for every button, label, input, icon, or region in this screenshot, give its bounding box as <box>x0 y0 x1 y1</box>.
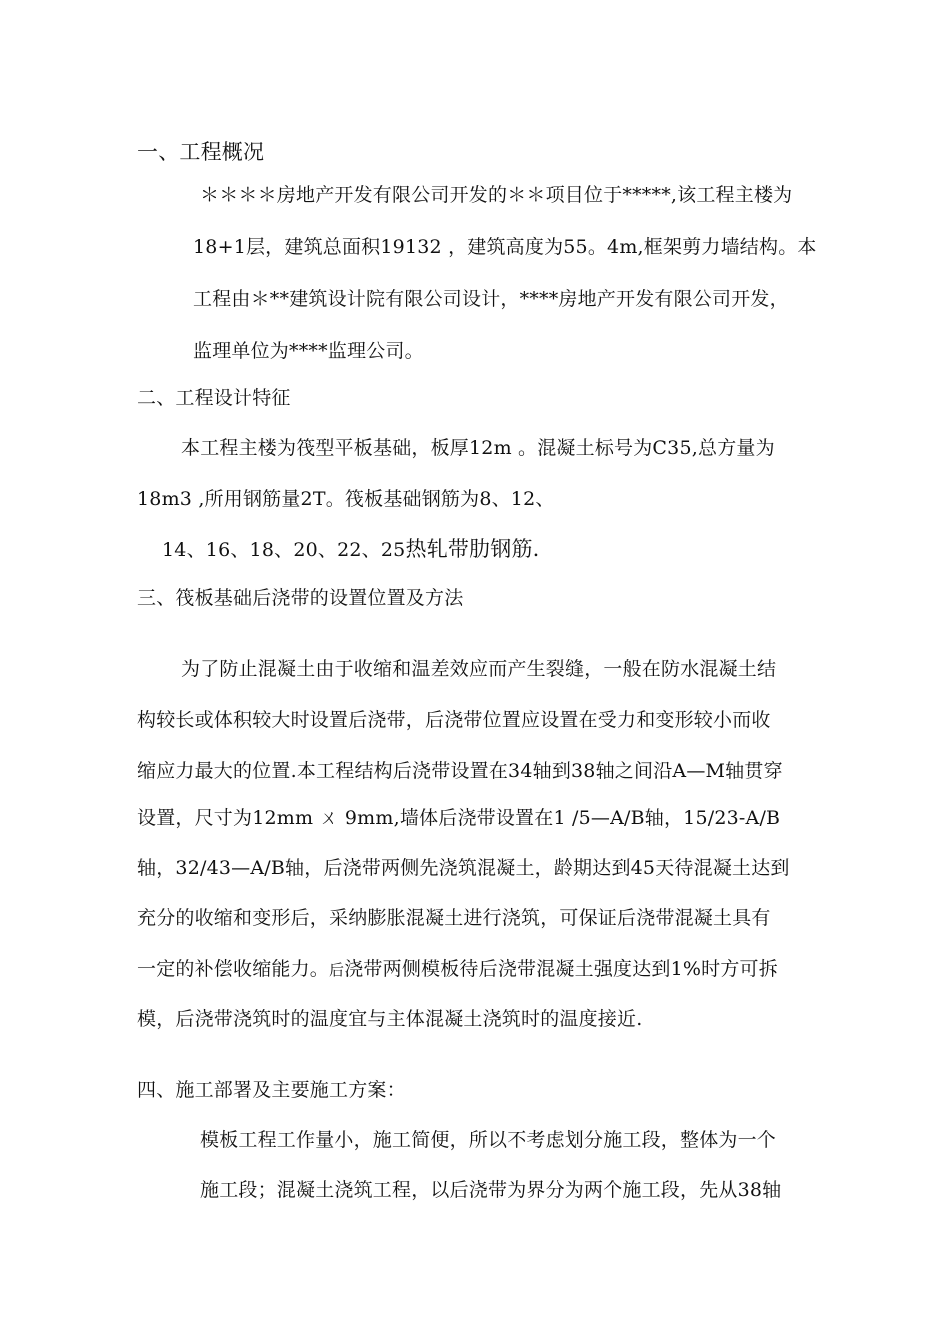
section-3-line-8: 模，后浇带浇筑时的温度宜与主体混凝土浇筑时的温度接近. <box>137 1008 643 1030</box>
section-3-line-2: 构较长或体积较大时设置后浇带，后浇带位置应设置在受力和变形较小而收 <box>137 709 771 731</box>
rebar-type: 热轧带肋钢筋. <box>405 537 540 561</box>
section-1-line-2: 18+1层，建筑总面积19132 ，建筑高度为55。4m,框架剪力墙结构。本 <box>193 236 817 258</box>
section-1-line-3: 工程由＊**建筑设计院有限公司设计，****房地产开发有限公司开发， <box>193 288 789 310</box>
rebar-sizes: 14、16、18、20、22、25 <box>162 539 406 561</box>
section-2-line-2: 18m3 ,所用钢筋量2T。筏板基础钢筋为8、12、 <box>137 488 555 510</box>
section-1-heading: 一、工程概况 <box>137 140 265 164</box>
line-7-part-3: 浇带两侧模板待后浇带混凝土强度达到1%时方可拆 <box>344 958 778 980</box>
section-3-line-1: 为了防止混凝土由于收缩和温差效应而产生裂缝，一般在防水混凝土结 <box>181 658 777 680</box>
section-3-line-5: 轴，32/43—A/B轴，后浇带两侧先浇筑混凝土，龄期达到45天待混凝土达到 <box>137 857 790 879</box>
line-7-part-1: 一定的补偿收缩能力。 <box>137 958 330 980</box>
section-3-line-3: 缩应力最大的位置.本工程结构后浇带设置在34轴到38轴之间沿A—M轴贯穿 <box>137 760 783 782</box>
section-3-line-7 <box>137 957 778 982</box>
section-1-line-4: 监理单位为****监理公司。 <box>193 340 424 362</box>
section-2-heading: 二、工程设计特征 <box>137 387 291 409</box>
section-2-line-1: 本工程主楼为筏型平板基础，板厚12m 。混凝土标号为C35,总方量为 <box>181 437 775 459</box>
section-1-line-1: ＊＊＊＊房地产开发有限公司开发的＊＊项目位于*****,该工程主楼为 <box>200 184 793 206</box>
section-4-heading: 四、施工部署及主要施工方案： <box>137 1079 406 1101</box>
section-3-line-6: 充分的收缩和变形后，采纳膨胀混凝土进行浇筑，可保证后浇带混凝土具有 <box>137 907 771 929</box>
section-3-line-4: 设置，尺寸为12mm ㄨ 9mm,墙体后浇带设置在1 /5—A/B轴，15/23-A/B <box>137 807 781 829</box>
line-7-part-2: 后 <box>329 961 345 979</box>
section-4-line-2: 施工段；混凝土浇筑工程，以后浇带为界分为两个施工段，先从38轴 <box>200 1179 782 1201</box>
section-2-line-3 <box>162 537 540 562</box>
section-3-heading: 三、筏板基础后浇带的设置位置及方法 <box>137 587 464 609</box>
section-4-line-1: 模板工程工作量小，施工简便，所以不考虑划分施工段，整体为一个 <box>200 1129 777 1151</box>
